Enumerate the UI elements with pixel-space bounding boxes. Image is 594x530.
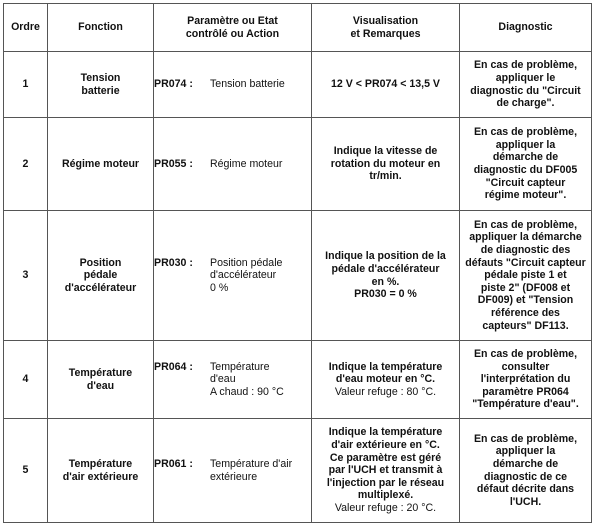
diagnostic-line: démarche de [492,457,559,470]
param-line: Régime moteur [210,157,283,170]
table-row [4,52,592,118]
cell-fonction [48,341,154,419]
diagnostic-line: "Circuit capteur [485,176,566,189]
cell-ordre: 3 [4,211,48,341]
fonction-line: pédale [83,269,118,282]
cell-visualisation [312,211,460,341]
param-row [154,257,311,295]
diagnostic-table [3,3,592,523]
fonction-line: d'accélérateur [64,281,137,294]
visualisation-line: Indique la température [328,426,443,439]
visualisation-line: Indique la température [328,360,443,373]
fonction-line: Position [79,256,122,269]
cell-fonction [48,118,154,211]
diagnostic-line: l'UCH. [509,495,542,508]
cell-fonction [48,211,154,341]
diagnostic-line: régime moteur". [484,189,567,202]
diagnostic-line: "Température d'eau". [472,398,579,411]
cell-parametre [154,118,312,211]
cell-parametre [154,211,312,341]
visualisation-line: pédale d'accélérateur [331,262,440,275]
visualisation-line: en %. [371,275,400,288]
fonction-line: batterie [81,84,120,97]
param-line: 0 % [210,281,229,294]
param-text [210,257,311,295]
cell-ordre: 5 [4,419,48,523]
table-row [4,341,592,419]
diagnostic-line: de charge". [496,97,555,110]
visualisation-line: tr/min. [369,170,402,183]
diagnostic-line: diagnostic du "Circuit [470,84,581,97]
visualisation-line: PR030 = 0 % [354,288,417,301]
fonction-line: d'eau [86,379,115,392]
header-diagnostic: Diagnostic [460,4,592,52]
visualisation-line: l'injection par le réseau [326,476,445,489]
cell-fonction [48,52,154,118]
cell-ordre: 2 [4,118,48,211]
cell-diagnostic [460,52,592,118]
diagnostic-line: diagnostic du DF005 [473,164,578,176]
param-line: Température d'air [210,457,293,470]
param-row [154,158,311,171]
diagnostic-line: En cas de problème, [473,59,578,72]
diagnostic-line: appliquer la [495,138,556,151]
diagnostic-line: appliquer le [495,71,556,84]
visualisation-line: d'eau moteur en °C. [335,373,436,386]
diagnostic-line: consulter [501,360,550,373]
cell-visualisation [312,419,460,523]
fonction-line: Température [68,366,133,379]
param-text [210,78,311,91]
diagnostic-line: paramètre PR064 [482,385,569,398]
cell-visualisation [312,118,460,211]
diagnostic-line: appliquer la démarche [469,231,582,244]
diagnostic-line: référence des [491,306,560,319]
param-code: PR030 : [154,256,193,269]
header-row [4,4,592,52]
diagnostic-line: DF009) et "Tension [477,294,574,307]
cell-diagnostic [460,341,592,419]
diagnostic-line: l'interprétation du [480,373,571,386]
cell-parametre [154,52,312,118]
visualisation-line: Indique la position de la [325,250,446,263]
visualisation-line: d'air extérieure en °C. [331,439,440,452]
table-row [4,419,592,523]
diagnostic-line: démarche de [492,151,559,164]
param-line: Position pédale [210,256,283,269]
visualisation-line: Ce paramètre est géré [329,451,442,464]
diagnostic-line: En cas de problème, [473,218,578,231]
param-line: Tension batterie [210,78,285,91]
param-line: d'accélérateur [210,269,277,282]
param-code: PR061 : [154,457,193,470]
visualisation-line: rotation du moteur en [330,157,441,170]
param-text [210,158,311,171]
diagnostic-line: capteurs" DF113. [482,319,569,332]
table-row [4,211,592,341]
visualisation-line: multiplexé. [357,489,414,502]
cell-parametre [154,341,312,419]
param-row [154,78,311,91]
param-line: extérieure [210,470,258,483]
fonction-line: Température [68,457,133,470]
diagnostic-line: En cas de problème, [473,126,578,139]
visualisation-line: Valeur refuge : 20 °C. [334,501,437,514]
param-line: d'eau [210,373,236,386]
diagnostic-line: appliquer la [495,445,556,458]
cell-visualisation [312,341,460,419]
cell-fonction [48,419,154,523]
diagnostic-line: de diagnostic des [480,244,571,257]
header-visualisation: Visualisation et Remarques [312,4,460,52]
cell-ordre: 4 [4,341,48,419]
diagnostic-line: En cas de problème, [473,432,578,445]
diagnostic-line: diagnostic de ce [483,470,567,483]
cell-diagnostic [460,211,592,341]
param-text [210,361,311,399]
header-ordre: Ordre [4,4,48,52]
table-row [4,118,592,211]
param-row [154,458,311,483]
cell-ordre: 1 [4,52,48,118]
visualisation-line: 12 V < PR074 < 13,5 V [331,78,440,91]
diagnostic-line: En cas de problème, [473,348,578,361]
cell-diagnostic [460,118,592,211]
fonction-line: Régime moteur [61,157,140,170]
cell-diagnostic [460,419,592,523]
param-line: A chaud : 90 °C [210,385,284,398]
cell-visualisation [312,52,460,118]
diagnostic-line: piste 2" (DF008 et [480,281,571,294]
header-fonction: Fonction [48,4,154,52]
header-parametre: Paramètre ou Etat contrôlé ou Action [154,4,312,52]
param-code: PR055 : [154,157,193,170]
visualisation-line: Valeur refuge : 80 °C. [334,385,437,398]
cell-parametre [154,419,312,523]
diagnostic-line: pédale piste 1 et [484,269,567,282]
diagnostic-line: défauts "Circuit capteur [465,256,586,269]
diagnostic-line: défaut décrite dans [476,483,575,496]
param-code: PR074 : [154,78,193,91]
fonction-line: d'air extérieure [62,470,139,483]
param-line: Température [210,360,270,373]
param-text [210,458,311,483]
visualisation-line: par l'UCH et transmit à [328,464,443,477]
param-row [154,361,311,399]
param-code: PR064 : [154,360,193,373]
fonction-line: Tension [80,71,121,84]
visualisation-line: Indique la vitesse de [333,145,438,158]
